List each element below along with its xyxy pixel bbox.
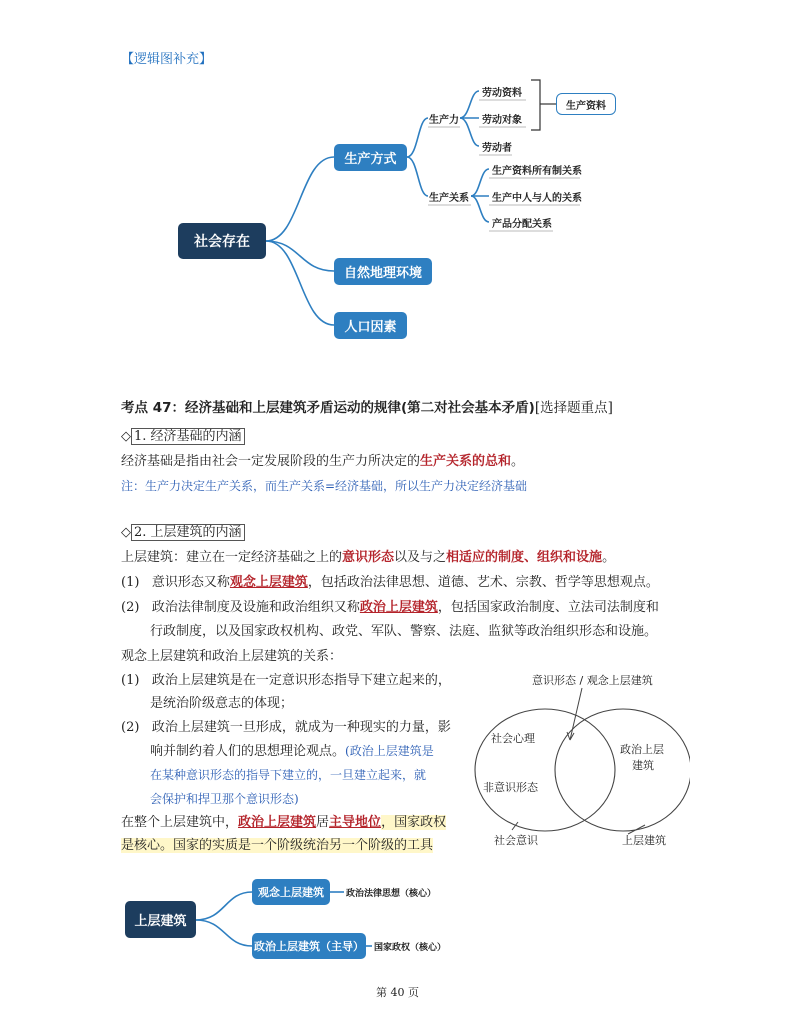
leaf-distribution-relations: 产品分配关系 bbox=[492, 219, 552, 230]
item2-title-row bbox=[121, 523, 245, 543]
eco-end: 。 bbox=[511, 454, 525, 469]
r1-num: (1) bbox=[121, 673, 140, 688]
p1-ideological-superstructure: 观念上层建筑 bbox=[229, 575, 308, 590]
branch-ideological-superstructure: 观念上层建筑 bbox=[252, 879, 330, 905]
point-2 bbox=[121, 598, 659, 618]
venn-diagram bbox=[460, 660, 690, 860]
branch-geographic-environment: 自然地理环境 bbox=[334, 258, 432, 285]
venn-social-consciousness: 社会意识 bbox=[494, 834, 538, 847]
relation-2-cont bbox=[150, 741, 434, 762]
final-dominant: 主导地位 bbox=[329, 815, 382, 830]
r2-num: (2) bbox=[121, 720, 140, 735]
p2-political-superstructure: 政治上层建筑 bbox=[359, 600, 438, 615]
venn-political-2: 建筑 bbox=[632, 759, 654, 772]
superstructure-definition bbox=[121, 548, 615, 568]
r2-note: (政治上层建筑是 bbox=[345, 744, 434, 758]
economic-base-definition bbox=[121, 452, 524, 472]
item1-diamond: ◇ bbox=[121, 429, 131, 444]
branch-population: 人口因素 bbox=[334, 312, 407, 339]
p1-a: 意识形态又称 bbox=[151, 575, 230, 590]
item2-title: 2. 上层建筑的内涵 bbox=[131, 524, 245, 541]
leaf-laborer: 劳动者 bbox=[482, 143, 512, 154]
venn-superstructure: 上层建筑 bbox=[622, 834, 666, 847]
mindmap-superstructure-lines bbox=[0, 860, 800, 980]
final-a: 在整个上层建筑中， bbox=[121, 815, 239, 830]
eco-text: 经济基础是指由社会一定发展阶段的生产力所决定的 bbox=[121, 454, 421, 469]
venn-political-1: 政治上层 bbox=[620, 743, 664, 756]
leaf-ownership-relations: 生产资料所有制关系 bbox=[492, 166, 582, 177]
p1-c: ，包括政治法律思想、道德、艺术、宗教、哲学等思想观点。 bbox=[307, 575, 659, 590]
mindmap-root-social-existence: 社会存在 bbox=[178, 223, 266, 259]
relation-1-cont: 是统治阶级意志的体现； bbox=[150, 696, 294, 711]
sup-institutions: 相适应的制度、组织和设施 bbox=[446, 550, 603, 565]
relation-2 bbox=[121, 718, 451, 738]
branch-mode-of-production: 生产方式 bbox=[334, 144, 407, 171]
final-political: 政治上层建筑 bbox=[238, 815, 317, 830]
r1-a: 政治上层建筑是在一定意识形态指导下建立起来的， bbox=[151, 673, 451, 688]
sup-end: 。 bbox=[602, 550, 616, 565]
p2-a: 政治法律制度及设施和政治组织又称 bbox=[151, 600, 360, 615]
leaf-means-of-labor: 劳动资料 bbox=[482, 88, 522, 99]
final-c: 居 bbox=[316, 815, 330, 830]
node-productive-forces: 生产力 bbox=[429, 115, 459, 126]
eco-highlight: 生产关系的总和 bbox=[420, 454, 512, 469]
r2-b: 响并制约着人们的思想理论观点。 bbox=[150, 744, 346, 759]
relation-2-note-3: 会保护和捍卫那个意识形态) bbox=[150, 792, 299, 806]
venn-top-label: 意识形态 / 观念上层建筑 bbox=[532, 674, 653, 687]
leaf-interpersonal-relations: 生产中人与人的关系 bbox=[492, 193, 582, 204]
point-2-cont: 行政制度，以及国家政权机构、政党、军队、警察、法庭、监狱等政治组织形态和设施。 bbox=[150, 624, 658, 639]
node-relations-of-production: 生产关系 bbox=[429, 193, 469, 204]
supplement-label: 【逻辑图补充】 bbox=[121, 52, 213, 67]
note-line: 注：生产力决定生产关系，而生产关系=经济基础，所以生产力决定经济基础 bbox=[121, 479, 528, 493]
page-number: 第 40 页 bbox=[376, 986, 419, 999]
item2-diamond: ◇ bbox=[121, 525, 131, 540]
leaf-political-legal-thought: 政治法律思想（核心） bbox=[346, 889, 437, 899]
means-of-production-box: 生产资料 bbox=[556, 93, 616, 115]
venn-non-ideology: 非意识形态 bbox=[483, 781, 538, 794]
leaf-object-of-labor: 劳动对象 bbox=[482, 115, 522, 126]
heading-text: 考点 47：经济基础和上层建筑矛盾运动的规律(第二对社会基本矛盾) bbox=[121, 400, 535, 416]
p2-num: (2) bbox=[121, 600, 140, 615]
p1-num: (1) bbox=[121, 575, 140, 590]
sup-text-a: 上层建筑：建立在一定经济基础之上的 bbox=[121, 550, 343, 565]
relation-1 bbox=[121, 671, 451, 691]
final-statement-cont bbox=[121, 836, 433, 856]
p2-c: ，包括国家政治制度、立法司法制度和 bbox=[437, 600, 659, 615]
final-statement bbox=[121, 813, 446, 833]
final-e: ，国家政权 bbox=[381, 815, 447, 830]
heading-tag: [选择题重点] bbox=[534, 400, 613, 416]
final-f: 是核心。国家的实质是一个阶级统治另一个阶级的工具 bbox=[121, 838, 434, 853]
item1-title-row bbox=[121, 427, 245, 447]
relation-title: 观念上层建筑和政治上层建筑的关系： bbox=[121, 649, 343, 664]
leaf-state-power: 国家政权（核心） bbox=[374, 943, 447, 953]
section-heading bbox=[121, 396, 613, 416]
relation-2-note-2: 在某种意识形态的指导下建立的，一旦建立起来，就 bbox=[150, 768, 427, 782]
item1-title: 1. 经济基础的内涵 bbox=[131, 428, 245, 445]
venn-social-psychology: 社会心理 bbox=[491, 732, 535, 745]
r2-a: 政治上层建筑一旦形成，就成为一种现实的力量，影 bbox=[151, 720, 451, 735]
mindmap-root-superstructure: 上层建筑 bbox=[125, 901, 196, 938]
sup-ideology: 意识形态 bbox=[342, 550, 395, 565]
sup-text-c: 以及与之 bbox=[394, 550, 447, 565]
point-1 bbox=[121, 573, 659, 593]
branch-political-superstructure: 政治上层建筑（主导） bbox=[252, 933, 366, 959]
